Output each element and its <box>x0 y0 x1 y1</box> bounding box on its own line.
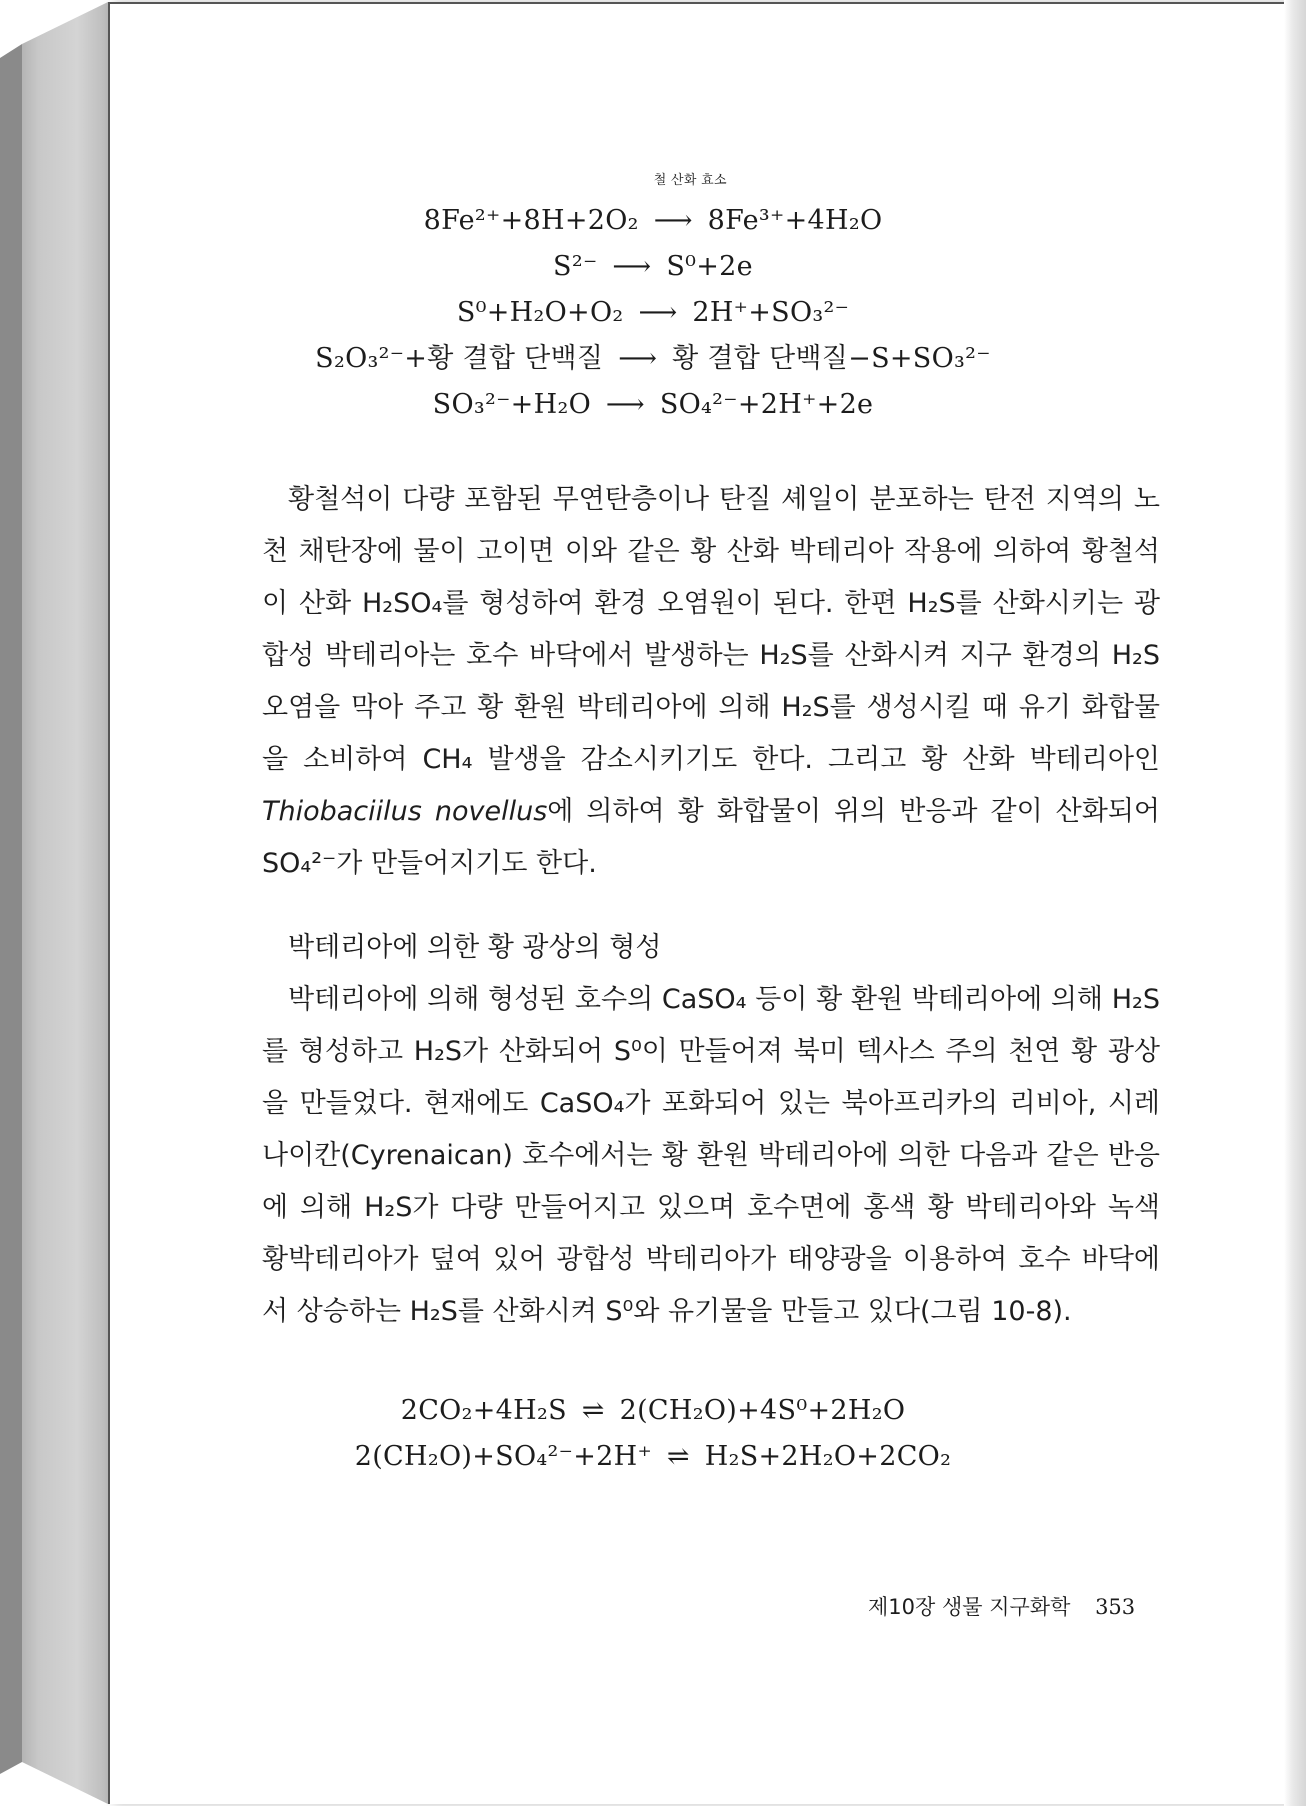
equation-sulfide: S²⁻ ⟶ S⁰+2e <box>0 244 1306 290</box>
reaction-arrow: ⟶ <box>612 251 652 282</box>
equation-thiosulfate: S₂O₃²⁻+황 결합 단백질 ⟶ 황 결합 단백질−S+SO₃²⁻ <box>0 336 1306 382</box>
equation-group-bottom <box>0 1388 1306 1480</box>
paragraph-sulfur-deposit: 박테리아에 의해 형성된 호수의 CaSO₄ 등이 황 환원 박테리아에 의해 H₂S를 형성하고 H₂S가 산화되어 S⁰이 만들어져 북미 텍사스 주의 천연 황 광상을 만들었다. 현재에도 CaSO₄가 포화되어 있는 북아프리카의 리비아, 시레나이칸(Cyrenaican) 호수에서는 황 환원 박테리아에 의한 다음과 같은 반응에 의해 H₂S가 다량 만들어지고 있으며 호수면에 홍색 황 박테리아와 녹색 황박테리아가 덮여 있어 광합성 박테리아가 태양광을 이용하여 호수 바닥에서 상승하는 H₂S를 산화시켜 S⁰와 유기물을 만들고 있다(그림 10-8). <box>262 984 1160 1327</box>
paragraph-pyrite-oxidation: 황철석이 다량 포함된 무연탄층이나 탄질 셰일이 분포하는 탄전 지역의 노천 채탄장에 물이 고이면 이와 같은 황 산화 박테리아 작용에 의하여 황철석이 산화 H₂SO₄를 형성하여 환경 오염원이 된다. 한편 H₂S를 산화시키는 광합성 박테리아는 호수 바닥에서 발생하는 H₂S를 산화시켜 지구 환경의 H₂S 오염을 막아 주고 황 환원 박테리아에 의해 H₂S를 생성시킬 때 유기 화합물을 소비하여 CH₄ 발생을 감소시키기도 한다. 그리고 황 산화 박테리아인 Thiobaciilus novellus에 의하여 황 화합물이 위의 반응과 같이 산화되어 SO₄²⁻가 만들어지기도 한다. <box>262 484 1161 879</box>
section-heading: 박테리아에 의한 황 광상의 형성 <box>288 932 662 963</box>
arrow-label: 철 산화 효소 <box>653 173 727 188</box>
chapter-title: 제10장 생물 지구화학 <box>868 1595 1071 1619</box>
equation-sulfate-reduction: 2(CH₂O)+SO₄²⁻+2H⁺ ⇌ H₂S+2H₂O+2CO₂ <box>0 1434 1306 1480</box>
reaction-arrow: 철 산화 효소 ⟶ <box>653 173 727 236</box>
equation-sulfur: S⁰+H₂O+O₂ ⟶ 2H⁺+SO₃²⁻ <box>0 290 1306 336</box>
reaction-arrow: ⟶ <box>605 389 645 420</box>
page-footer <box>868 1592 1135 1622</box>
species-name: Thiobaciilus novellus <box>262 796 548 827</box>
equation-group-top <box>0 173 1306 428</box>
equilibrium-arrow: ⇌ <box>581 1395 605 1426</box>
equilibrium-arrow: ⇌ <box>666 1441 690 1472</box>
page-number: 353 <box>1095 1595 1136 1619</box>
equation-right: 8Fe³⁺+4H₂O <box>707 205 883 236</box>
equation-sulfite: SO₃²⁻+H₂O ⟶ SO₄²⁻+2H⁺+2e <box>0 382 1306 428</box>
equation-photosynthesis: 2CO₂+4H₂S ⇌ 2(CH₂O)+4S⁰+2H₂O <box>0 1388 1306 1434</box>
reaction-arrow: ⟶ <box>638 297 678 328</box>
reaction-arrow: ⟶ <box>618 343 658 374</box>
equation-iron-oxidation <box>0 173 1306 244</box>
equation-left: 8Fe²⁺+8H+2O₂ <box>423 205 639 236</box>
